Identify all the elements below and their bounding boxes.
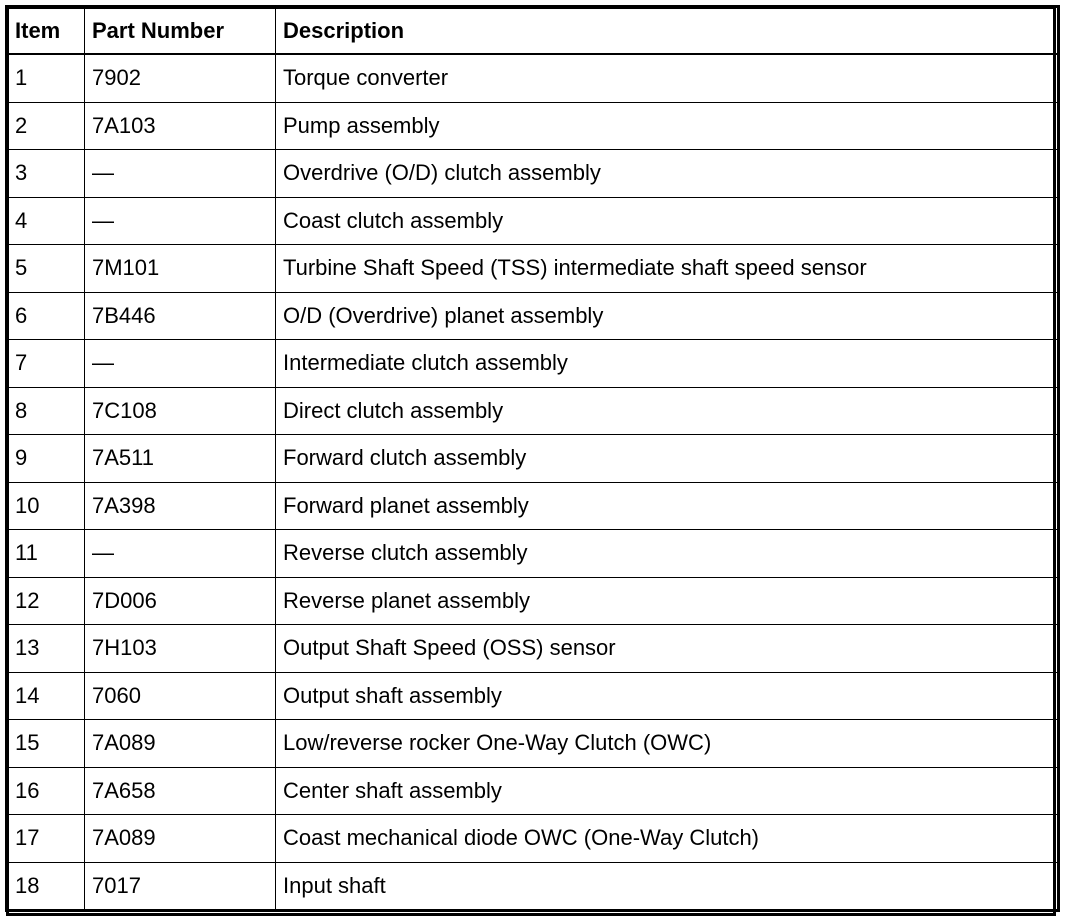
cell-item: 11 — [8, 530, 85, 578]
table-row — [8, 482, 1058, 530]
cell-item: 8 — [8, 387, 85, 435]
table-row — [8, 340, 1058, 388]
table-row — [8, 150, 1058, 198]
cell-item: 18 — [8, 862, 85, 910]
cell-item: 5 — [8, 245, 85, 293]
cell-part-number: 7060 — [85, 672, 276, 720]
cell-description: Low/reverse rocker One-Way Clutch (OWC) — [276, 720, 1058, 768]
cell-description: Turbine Shaft Speed (TSS) intermediate shaft speed sensor — [276, 245, 1058, 293]
cell-part-number: 7A089 — [85, 815, 276, 863]
cell-part-number: 7M101 — [85, 245, 276, 293]
cell-description: Reverse clutch assembly — [276, 530, 1058, 578]
cell-item: 16 — [8, 767, 85, 815]
cell-description: Intermediate clutch assembly — [276, 340, 1058, 388]
cell-description: Torque converter — [276, 54, 1058, 102]
cell-item: 3 — [8, 150, 85, 198]
cell-part-number: — — [85, 150, 276, 198]
table-row — [8, 102, 1058, 150]
table-row — [8, 292, 1058, 340]
table-row — [8, 672, 1058, 720]
cell-description: Center shaft assembly — [276, 767, 1058, 815]
cell-description: Coast clutch assembly — [276, 197, 1058, 245]
table-row — [8, 197, 1058, 245]
cell-part-number: 7902 — [85, 54, 276, 102]
cell-item: 13 — [8, 625, 85, 673]
cell-item: 2 — [8, 102, 85, 150]
column-header-item: Item — [8, 8, 85, 55]
cell-part-number: 7C108 — [85, 387, 276, 435]
cell-description: Input shaft — [276, 862, 1058, 910]
cell-description: O/D (Overdrive) planet assembly — [276, 292, 1058, 340]
cell-part-number: 7B446 — [85, 292, 276, 340]
cell-description: Overdrive (O/D) clutch assembly — [276, 150, 1058, 198]
cell-part-number: 7A398 — [85, 482, 276, 530]
column-header-part-number: Part Number — [85, 8, 276, 55]
cell-item: 12 — [8, 577, 85, 625]
cell-part-number: 7017 — [85, 862, 276, 910]
table-row — [8, 815, 1058, 863]
table-body — [8, 54, 1058, 910]
table-row — [8, 625, 1058, 673]
cell-item: 9 — [8, 435, 85, 483]
cell-item: 10 — [8, 482, 85, 530]
cell-description: Output Shaft Speed (OSS) sensor — [276, 625, 1058, 673]
table-row — [8, 435, 1058, 483]
cell-description: Forward clutch assembly — [276, 435, 1058, 483]
table-row — [8, 245, 1058, 293]
cell-description: Reverse planet assembly — [276, 577, 1058, 625]
cell-item: 15 — [8, 720, 85, 768]
cell-part-number: — — [85, 197, 276, 245]
table-row — [8, 577, 1058, 625]
column-header-description: Description — [276, 8, 1058, 55]
table-row — [8, 54, 1058, 102]
table-row — [8, 767, 1058, 815]
cell-item: 14 — [8, 672, 85, 720]
table-row — [8, 720, 1058, 768]
table-row — [8, 387, 1058, 435]
cell-item: 17 — [8, 815, 85, 863]
cell-part-number: 7A089 — [85, 720, 276, 768]
cell-description: Pump assembly — [276, 102, 1058, 150]
cell-description: Direct clutch assembly — [276, 387, 1058, 435]
cell-item: 6 — [8, 292, 85, 340]
table-row — [8, 862, 1058, 910]
table-row — [8, 530, 1058, 578]
cell-part-number: 7A511 — [85, 435, 276, 483]
cell-part-number: — — [85, 530, 276, 578]
cell-item: 7 — [8, 340, 85, 388]
cell-item: 4 — [8, 197, 85, 245]
cell-part-number: 7A103 — [85, 102, 276, 150]
cell-description: Output shaft assembly — [276, 672, 1058, 720]
cell-part-number: 7A658 — [85, 767, 276, 815]
table-header-row — [8, 8, 1058, 55]
parts-table — [7, 7, 1058, 910]
cell-part-number: — — [85, 340, 276, 388]
cell-part-number: 7D006 — [85, 577, 276, 625]
cell-part-number: 7H103 — [85, 625, 276, 673]
cell-description: Coast mechanical diode OWC (One-Way Clutch) — [276, 815, 1058, 863]
cell-description: Forward planet assembly — [276, 482, 1058, 530]
cell-item: 1 — [8, 54, 85, 102]
